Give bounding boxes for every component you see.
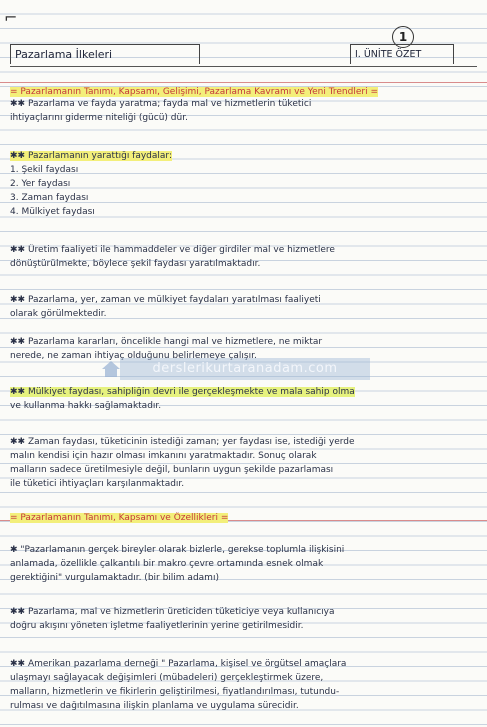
text-line: anlamada, özellikle çalkantılı bir makro çevre ortamında esnek olmak <box>10 559 324 569</box>
text-line: ✱✱ Zaman faydası, tüketicinin istediği zaman; yer faydası ise, istediği yerde <box>10 437 355 447</box>
text-line: gerektiğini" vurgulamaktadır. (bir bilim adamı) <box>10 573 219 583</box>
text-line: malların, hizmetlerin ve fikirlerin geliştirilmesi, fiyatlandırılması, tutundu- <box>10 687 340 697</box>
text-line: nerede, ne zaman ihtiyaç olduğunu belirlemeye çalışır. <box>10 351 257 361</box>
text-line: ✱ "Pazarlamanın gerçek bireyler olarak bizlerle, gerekse toplumla ilişkisini <box>10 545 345 555</box>
section-title-2: = Pazarlamanın Tanımı, Kapsamı ve Özellikleri = <box>10 513 229 523</box>
text-line: dönüştürülmekte, böylece şekil faydası yaratılmaktadır. <box>10 259 261 269</box>
text-line: ✱✱ Pazarlama, yer, zaman ve mülkiyet faydaları yaratılması faaliyeti <box>10 295 321 305</box>
watermark: derslerikurtaranadam.com <box>120 358 370 380</box>
text-line: ile tüketici ihtiyaçları karşılanmaktadır. <box>10 479 185 489</box>
text-line: doğru akışını yöneten işletme faaliyetlerinin yerine getirilmesidir. <box>10 621 304 631</box>
text-line: ✱✱ Amerikan pazarlama derneği " Pazarlama, kişisel ve örgütsel amaçlara <box>10 659 347 669</box>
course-title: Pazarlama İlkeleri <box>10 44 200 64</box>
margin-line <box>0 82 487 83</box>
text-line: ✱✱ Pazarlama kararları, öncelikle hangi mal ve hizmetlere, ne miktar <box>10 337 323 347</box>
house-icon <box>100 358 122 380</box>
list-item: 2. Yer faydası <box>10 179 71 189</box>
text-line: ve kullanma hakkı sağlamaktadır. <box>10 401 162 411</box>
text-line: rulması ve dağıtılmasına ilişkin planlama ve uygulama sürecidir. <box>10 701 299 711</box>
subheading-benefits: ✱✱ Pazarlamanın yarattığı faydalar: <box>10 151 173 161</box>
text-line: ihtiyaçlarını giderme niteliği (gücü) dür. <box>10 113 188 123</box>
text-line: malların sadece üretilmesiyle değil, bunların uygun şekilde pazarlaması <box>10 465 334 475</box>
text-line: ✱✱ Pazarlama, mal ve hizmetlerin üreticiden tüketiciye veya kullanıcıya <box>10 607 335 617</box>
list-item: 3. Zaman faydası <box>10 193 89 203</box>
text-line: ✱✱ Üretim faaliyeti ile hammaddeler ve diğer girdiler mal ve hizmetlere <box>10 245 335 255</box>
list-item: 1. Şekil faydası <box>10 165 79 175</box>
text-line: malın kendisi için hazır olması imkanını yaratmaktadır. Sonuç olarak <box>10 451 317 461</box>
text-line: olarak görülmektedir. <box>10 309 107 319</box>
corner-mark-icon: ⌐ <box>4 8 18 27</box>
section-title-1: = Pazarlamanın Tanımı, Kapsamı, Gelişimi, Pazarlama Kavramı ve Yeni Trendleri = <box>10 87 378 97</box>
text-line: ✱✱ Pazarlama ve fayda yaratma; fayda mal ve hizmetlerin tüketici <box>10 99 312 109</box>
page-number-badge: 1 <box>392 26 414 48</box>
list-item: 4. Mülkiyet faydası <box>10 207 95 217</box>
unit-label: I. ÜNİTE ÖZET <box>350 44 454 64</box>
text-line: ✱✱ Mülkiyet faydası, sahipliğin devri ile gerçekleşmekte ve mala sahip olma <box>10 387 355 397</box>
text-line: ulaşmayı sağlayacak değişimleri (mübadeleri) gerçekleştirmek üzere, <box>10 673 324 683</box>
